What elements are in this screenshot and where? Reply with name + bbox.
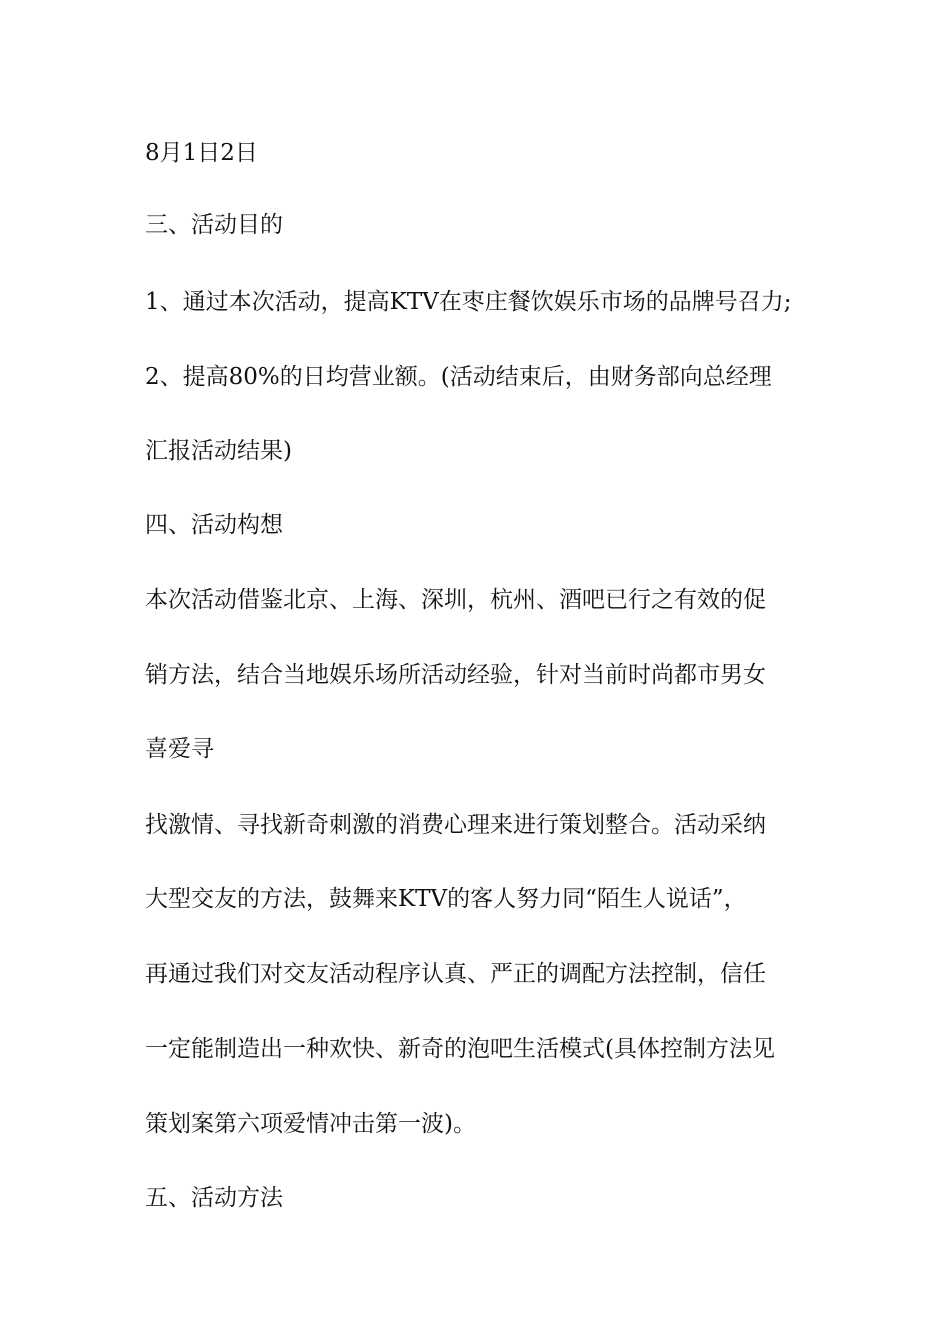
- section-heading-5: 五、活动方法: [145, 1185, 283, 1211]
- section-heading-3: 三、活动目的: [145, 212, 283, 238]
- concept-paragraph-line: 再通过我们对交友活动程序认真、严正的调配方法控制，信任: [145, 961, 766, 987]
- concept-paragraph-line: 大型交友的方法，鼓舞来KTV的客人努力同“陌生人说话”，: [145, 886, 747, 912]
- concept-paragraph-line: 本次活动借鉴北京、上海、深圳，杭州、酒吧已行之有效的促: [145, 587, 766, 613]
- concept-paragraph-line: 一定能制造出一种欢快、新奇的泡吧生活模式(具体控制方法见: [145, 1036, 775, 1062]
- concept-paragraph-line: 喜爱寻: [145, 736, 214, 762]
- objective-2-continued: 汇报活动结果): [145, 438, 292, 464]
- date-line: 8月1日2日: [145, 140, 258, 166]
- concept-paragraph-line: 找激情、寻找新奇刺激的消费心理来进行策划整合。活动采纳: [145, 812, 766, 838]
- concept-paragraph-line: 销方法，结合当地娱乐场所活动经验，针对当前时尚都市男女: [145, 662, 766, 688]
- objective-2: 2、提高80%的日均营业额。(活动结束后，由财务部向总经理: [145, 364, 772, 390]
- objective-1: 1、通过本次活动，提高KTV在枣庄餐饮娱乐市场的品牌号召力;: [145, 289, 792, 315]
- concept-paragraph-line: 策划案第六项爱情冲击第一波)。: [145, 1111, 476, 1137]
- section-heading-4: 四、活动构想: [145, 512, 283, 538]
